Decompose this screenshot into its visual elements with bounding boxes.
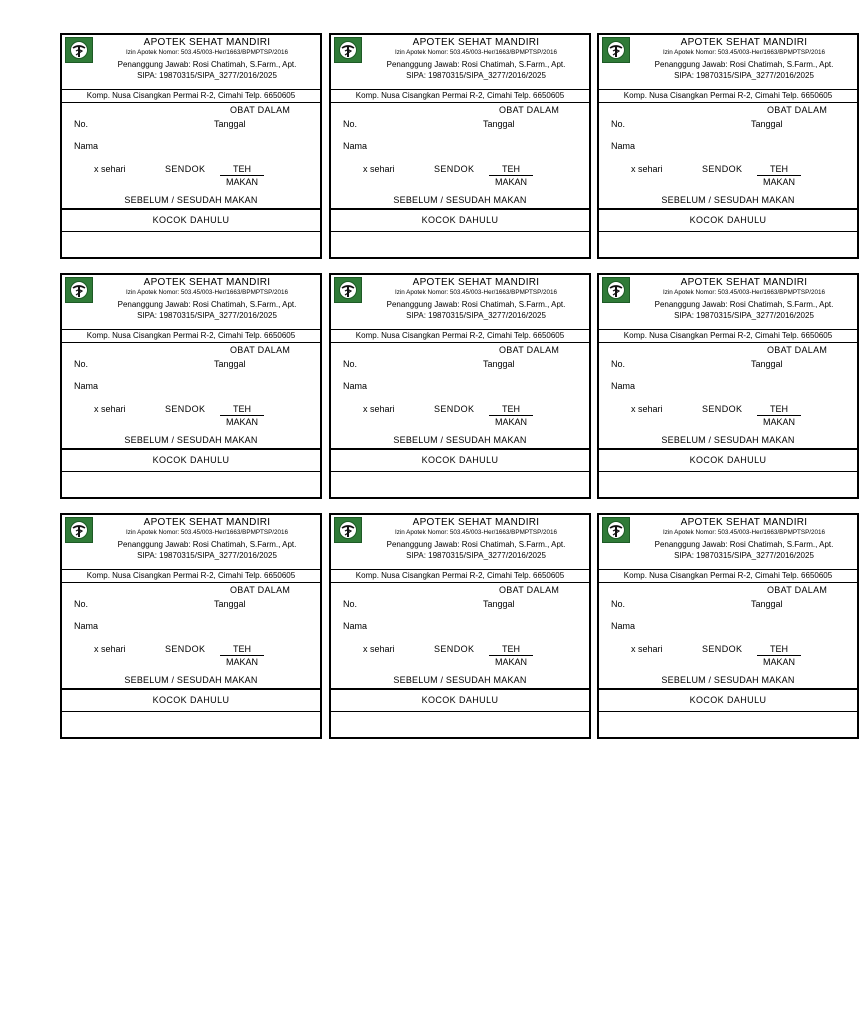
pharmacy-logo-icon bbox=[602, 517, 630, 543]
shake-first: KOCOK DAHULU bbox=[421, 215, 499, 225]
divider bbox=[62, 208, 320, 210]
shake-first: KOCOK DAHULU bbox=[689, 695, 767, 705]
medicine-type: OBAT DALAM bbox=[499, 345, 560, 355]
divider bbox=[599, 688, 857, 690]
spoon-type: TEH bbox=[220, 644, 264, 656]
divider bbox=[599, 448, 857, 450]
spoon-label: SENDOK bbox=[165, 404, 206, 414]
divider bbox=[331, 688, 589, 690]
spoon-type: TEH bbox=[489, 164, 533, 176]
patient-name-label: Nama bbox=[74, 381, 99, 391]
pharmacy-address: Komp. Nusa Cisangkan Permai R-2, Cimahi Telp. 6650605 bbox=[623, 331, 833, 340]
times-daily-label: x sehari bbox=[94, 644, 126, 654]
pharmacy-logo-icon bbox=[65, 517, 93, 543]
divider bbox=[62, 711, 320, 712]
pharmacy-label bbox=[60, 513, 322, 739]
medicine-type: OBAT DALAM bbox=[767, 105, 828, 115]
pharmacy-name: APOTEK SEHAT MANDIRI bbox=[412, 277, 540, 288]
spoon-type: TEH bbox=[757, 404, 801, 416]
divider bbox=[62, 342, 320, 343]
pharmacy-label bbox=[60, 33, 322, 259]
spoon-type: TEH bbox=[220, 404, 264, 416]
shake-first: KOCOK DAHULU bbox=[152, 215, 230, 225]
pharmacy-name: APOTEK SEHAT MANDIRI bbox=[143, 517, 271, 528]
divider bbox=[62, 471, 320, 472]
sipa-number: SIPA: 19870315/SIPA_3277/2016/2025 bbox=[137, 71, 277, 80]
license-number: Izin Apotek Nomor: 503.45/003-Her/1663/BPMPTSP/2016 bbox=[394, 49, 558, 56]
before-after-meal: SEBELUM / SESUDAH MAKAN bbox=[393, 675, 527, 685]
spoon-type: TEH bbox=[757, 644, 801, 656]
patient-name-label: Nama bbox=[611, 621, 636, 631]
patient-name-label: Nama bbox=[343, 381, 368, 391]
medicine-type: OBAT DALAM bbox=[767, 585, 828, 595]
medicine-type: OBAT DALAM bbox=[499, 105, 560, 115]
before-after-meal: SEBELUM / SESUDAH MAKAN bbox=[661, 195, 795, 205]
pharmacist-in-charge: Penanggung Jawab: Rosi Chatimah, S.Farm., Apt. bbox=[386, 540, 566, 549]
times-daily-label: x sehari bbox=[631, 404, 663, 414]
patient-name-label: Nama bbox=[343, 141, 368, 151]
times-daily-label: x sehari bbox=[363, 644, 395, 654]
pharmacy-address: Komp. Nusa Cisangkan Permai R-2, Cimahi Telp. 6650605 bbox=[86, 91, 296, 100]
before-after-meal: SEBELUM / SESUDAH MAKAN bbox=[393, 435, 527, 445]
meal-label: MAKAN bbox=[762, 177, 795, 187]
pharmacist-in-charge: Penanggung Jawab: Rosi Chatimah, S.Farm., Apt. bbox=[117, 300, 297, 309]
pharmacy-logo-icon bbox=[65, 277, 93, 303]
sipa-number: SIPA: 19870315/SIPA_3277/2016/2025 bbox=[674, 311, 814, 320]
pharmacy-label bbox=[597, 513, 859, 739]
pharmacy-logo-icon bbox=[334, 517, 362, 543]
meal-label: MAKAN bbox=[225, 417, 258, 427]
label-header bbox=[331, 275, 589, 330]
date-label: Tanggal bbox=[214, 599, 246, 609]
license-number: Izin Apotek Nomor: 503.45/003-Her/1663/BPMPTSP/2016 bbox=[125, 49, 289, 56]
divider bbox=[331, 102, 589, 103]
meal-label: MAKAN bbox=[494, 177, 527, 187]
pharmacy-logo-icon bbox=[65, 37, 93, 63]
divider bbox=[62, 688, 320, 690]
pharmacy-label bbox=[329, 273, 591, 499]
divider bbox=[331, 711, 589, 712]
license-number: Izin Apotek Nomor: 503.45/003-Her/1663/BPMPTSP/2016 bbox=[125, 529, 289, 536]
license-number: Izin Apotek Nomor: 503.45/003-Her/1663/BPMPTSP/2016 bbox=[662, 49, 826, 56]
sipa-number: SIPA: 19870315/SIPA_3277/2016/2025 bbox=[406, 551, 546, 560]
spoon-label: SENDOK bbox=[702, 404, 743, 414]
spoon-type: TEH bbox=[220, 164, 264, 176]
pharmacist-in-charge: Penanggung Jawab: Rosi Chatimah, S.Farm., Apt. bbox=[654, 540, 834, 549]
label-header bbox=[62, 35, 320, 90]
label-header bbox=[331, 35, 589, 90]
label-header bbox=[62, 275, 320, 330]
number-label: No. bbox=[611, 359, 626, 369]
pharmacy-label bbox=[329, 513, 591, 739]
pharmacist-in-charge: Penanggung Jawab: Rosi Chatimah, S.Farm., Apt. bbox=[654, 300, 834, 309]
medicine-type: OBAT DALAM bbox=[230, 585, 291, 595]
medicine-type: OBAT DALAM bbox=[499, 585, 560, 595]
times-daily-label: x sehari bbox=[363, 404, 395, 414]
spoon-type: TEH bbox=[489, 644, 533, 656]
before-after-meal: SEBELUM / SESUDAH MAKAN bbox=[661, 675, 795, 685]
spoon-label: SENDOK bbox=[702, 164, 743, 174]
divider bbox=[331, 208, 589, 210]
pharmacy-name: APOTEK SEHAT MANDIRI bbox=[143, 277, 271, 288]
divider bbox=[62, 102, 320, 103]
shake-first: KOCOK DAHULU bbox=[152, 455, 230, 465]
times-daily-label: x sehari bbox=[363, 164, 395, 174]
pharmacy-label bbox=[60, 273, 322, 499]
times-daily-label: x sehari bbox=[631, 164, 663, 174]
pharmacist-in-charge: Penanggung Jawab: Rosi Chatimah, S.Farm., Apt. bbox=[386, 300, 566, 309]
divider bbox=[599, 208, 857, 210]
sipa-number: SIPA: 19870315/SIPA_3277/2016/2025 bbox=[137, 551, 277, 560]
times-daily-label: x sehari bbox=[94, 404, 126, 414]
label-header bbox=[599, 275, 857, 330]
meal-label: MAKAN bbox=[494, 417, 527, 427]
divider bbox=[599, 471, 857, 472]
number-label: No. bbox=[343, 599, 358, 609]
number-label: No. bbox=[74, 119, 89, 129]
spoon-label: SENDOK bbox=[165, 644, 206, 654]
divider bbox=[599, 102, 857, 103]
pharmacy-name: APOTEK SEHAT MANDIRI bbox=[680, 37, 808, 48]
medicine-type: OBAT DALAM bbox=[767, 345, 828, 355]
number-label: No. bbox=[611, 119, 626, 129]
before-after-meal: SEBELUM / SESUDAH MAKAN bbox=[124, 195, 258, 205]
meal-label: MAKAN bbox=[762, 417, 795, 427]
divider bbox=[331, 231, 589, 232]
license-number: Izin Apotek Nomor: 503.45/003-Her/1663/BPMPTSP/2016 bbox=[394, 529, 558, 536]
sipa-number: SIPA: 19870315/SIPA_3277/2016/2025 bbox=[674, 71, 814, 80]
pharmacy-logo-icon bbox=[602, 37, 630, 63]
divider bbox=[331, 448, 589, 450]
sipa-number: SIPA: 19870315/SIPA_3277/2016/2025 bbox=[674, 551, 814, 560]
pharmacy-address: Komp. Nusa Cisangkan Permai R-2, Cimahi Telp. 6650605 bbox=[355, 571, 565, 580]
pharmacy-address: Komp. Nusa Cisangkan Permai R-2, Cimahi Telp. 6650605 bbox=[623, 571, 833, 580]
patient-name-label: Nama bbox=[74, 141, 99, 151]
license-number: Izin Apotek Nomor: 503.45/003-Her/1663/BPMPTSP/2016 bbox=[125, 289, 289, 296]
label-header bbox=[599, 515, 857, 570]
pharmacy-name: APOTEK SEHAT MANDIRI bbox=[412, 37, 540, 48]
before-after-meal: SEBELUM / SESUDAH MAKAN bbox=[661, 435, 795, 445]
before-after-meal: SEBELUM / SESUDAH MAKAN bbox=[124, 675, 258, 685]
pharmacy-name: APOTEK SEHAT MANDIRI bbox=[680, 517, 808, 528]
before-after-meal: SEBELUM / SESUDAH MAKAN bbox=[124, 435, 258, 445]
patient-name-label: Nama bbox=[611, 141, 636, 151]
divider bbox=[331, 471, 589, 472]
shake-first: KOCOK DAHULU bbox=[689, 215, 767, 225]
pharmacy-address: Komp. Nusa Cisangkan Permai R-2, Cimahi Telp. 6650605 bbox=[355, 331, 565, 340]
number-label: No. bbox=[74, 599, 89, 609]
times-daily-label: x sehari bbox=[94, 164, 126, 174]
patient-name-label: Nama bbox=[343, 621, 368, 631]
sipa-number: SIPA: 19870315/SIPA_3277/2016/2025 bbox=[137, 311, 277, 320]
spoon-type: TEH bbox=[757, 164, 801, 176]
divider bbox=[599, 582, 857, 583]
meal-label: MAKAN bbox=[225, 657, 258, 667]
date-label: Tanggal bbox=[483, 599, 515, 609]
label-header bbox=[62, 515, 320, 570]
divider bbox=[599, 231, 857, 232]
number-label: No. bbox=[74, 359, 89, 369]
pharmacist-in-charge: Penanggung Jawab: Rosi Chatimah, S.Farm., Apt. bbox=[117, 540, 297, 549]
divider bbox=[331, 342, 589, 343]
number-label: No. bbox=[343, 359, 358, 369]
shake-first: KOCOK DAHULU bbox=[152, 695, 230, 705]
shake-first: KOCOK DAHULU bbox=[421, 695, 499, 705]
times-daily-label: x sehari bbox=[631, 644, 663, 654]
divider bbox=[62, 448, 320, 450]
sipa-number: SIPA: 19870315/SIPA_3277/2016/2025 bbox=[406, 311, 546, 320]
date-label: Tanggal bbox=[214, 119, 246, 129]
spoon-type: TEH bbox=[489, 404, 533, 416]
pharmacy-name: APOTEK SEHAT MANDIRI bbox=[412, 517, 540, 528]
pharmacy-address: Komp. Nusa Cisangkan Permai R-2, Cimahi Telp. 6650605 bbox=[355, 91, 565, 100]
spoon-label: SENDOK bbox=[165, 164, 206, 174]
shake-first: KOCOK DAHULU bbox=[421, 455, 499, 465]
pharmacy-label bbox=[597, 273, 859, 499]
date-label: Tanggal bbox=[483, 359, 515, 369]
date-label: Tanggal bbox=[214, 359, 246, 369]
license-number: Izin Apotek Nomor: 503.45/003-Her/1663/BPMPTSP/2016 bbox=[662, 529, 826, 536]
spoon-label: SENDOK bbox=[434, 404, 475, 414]
pharmacist-in-charge: Penanggung Jawab: Rosi Chatimah, S.Farm., Apt. bbox=[654, 60, 834, 69]
pharmacy-name: APOTEK SEHAT MANDIRI bbox=[680, 277, 808, 288]
pharmacy-logo-icon bbox=[334, 277, 362, 303]
pharmacy-label bbox=[329, 33, 591, 259]
patient-name-label: Nama bbox=[74, 621, 99, 631]
date-label: Tanggal bbox=[751, 359, 783, 369]
number-label: No. bbox=[343, 119, 358, 129]
pharmacy-address: Komp. Nusa Cisangkan Permai R-2, Cimahi Telp. 6650605 bbox=[623, 91, 833, 100]
label-header bbox=[331, 515, 589, 570]
meal-label: MAKAN bbox=[762, 657, 795, 667]
divider bbox=[62, 231, 320, 232]
medicine-type: OBAT DALAM bbox=[230, 105, 291, 115]
spoon-label: SENDOK bbox=[434, 164, 475, 174]
date-label: Tanggal bbox=[751, 599, 783, 609]
license-number: Izin Apotek Nomor: 503.45/003-Her/1663/BPMPTSP/2016 bbox=[662, 289, 826, 296]
divider bbox=[599, 342, 857, 343]
date-label: Tanggal bbox=[751, 119, 783, 129]
spoon-label: SENDOK bbox=[702, 644, 743, 654]
number-label: No. bbox=[611, 599, 626, 609]
label-header bbox=[599, 35, 857, 90]
shake-first: KOCOK DAHULU bbox=[689, 455, 767, 465]
pharmacist-in-charge: Penanggung Jawab: Rosi Chatimah, S.Farm., Apt. bbox=[386, 60, 566, 69]
divider bbox=[331, 582, 589, 583]
pharmacy-address: Komp. Nusa Cisangkan Permai R-2, Cimahi Telp. 6650605 bbox=[86, 331, 296, 340]
divider bbox=[599, 711, 857, 712]
pharmacy-address: Komp. Nusa Cisangkan Permai R-2, Cimahi Telp. 6650605 bbox=[86, 571, 296, 580]
pharmacist-in-charge: Penanggung Jawab: Rosi Chatimah, S.Farm., Apt. bbox=[117, 60, 297, 69]
meal-label: MAKAN bbox=[225, 177, 258, 187]
license-number: Izin Apotek Nomor: 503.45/003-Her/1663/BPMPTSP/2016 bbox=[394, 289, 558, 296]
date-label: Tanggal bbox=[483, 119, 515, 129]
divider bbox=[62, 582, 320, 583]
sipa-number: SIPA: 19870315/SIPA_3277/2016/2025 bbox=[406, 71, 546, 80]
pharmacy-name: APOTEK SEHAT MANDIRI bbox=[143, 37, 271, 48]
medicine-type: OBAT DALAM bbox=[230, 345, 291, 355]
meal-label: MAKAN bbox=[494, 657, 527, 667]
before-after-meal: SEBELUM / SESUDAH MAKAN bbox=[393, 195, 527, 205]
patient-name-label: Nama bbox=[611, 381, 636, 391]
spoon-label: SENDOK bbox=[434, 644, 475, 654]
pharmacy-logo-icon bbox=[334, 37, 362, 63]
pharmacy-logo-icon bbox=[602, 277, 630, 303]
pharmacy-label bbox=[597, 33, 859, 259]
